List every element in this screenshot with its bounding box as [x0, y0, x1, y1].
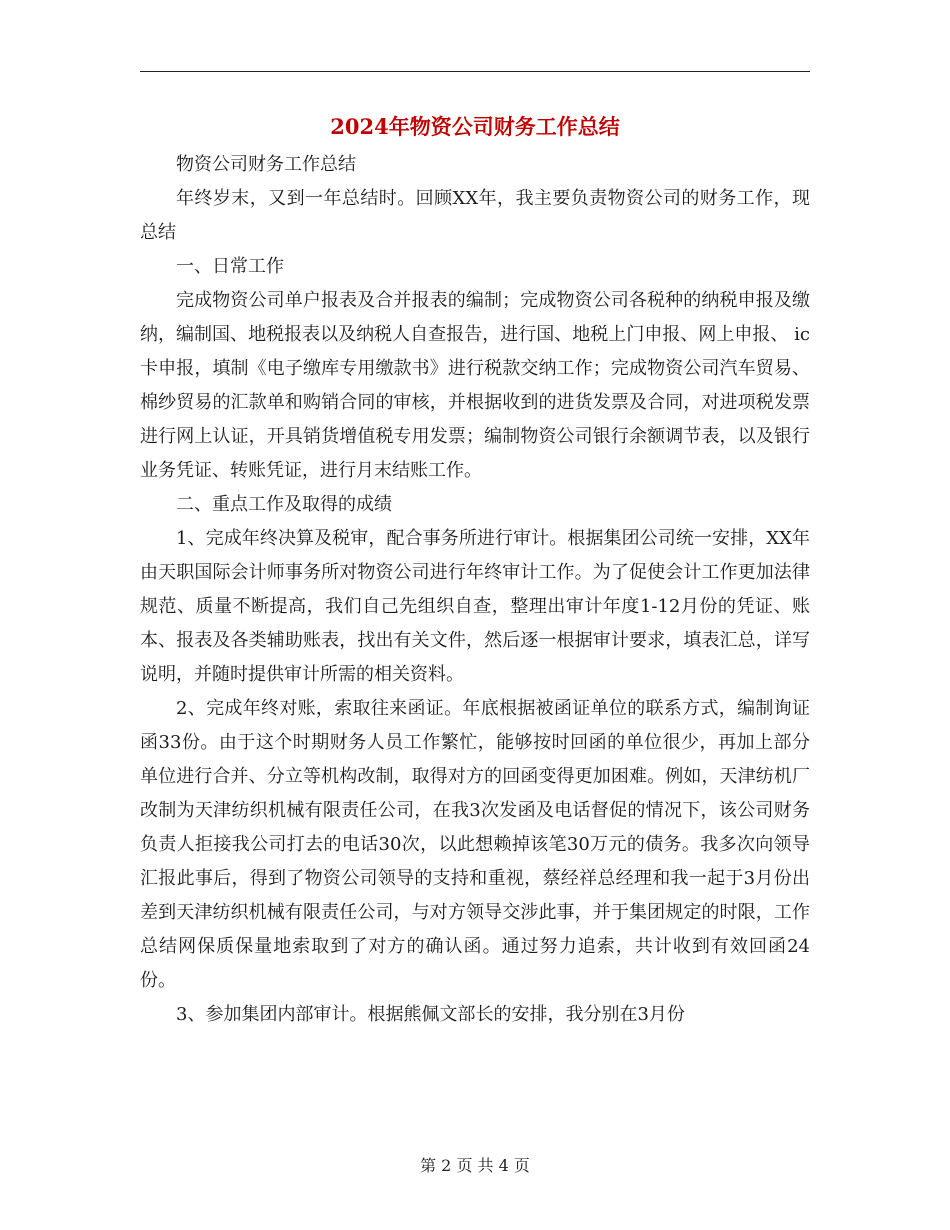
- section-heading-key-work: 二、重点工作及取得的成绩: [176, 494, 392, 515]
- key-work-item-2: 2、完成年终对账，索取往来函证。年底根据被函证单位的联系方式，编制询证函33份。由于这个时期财务人员工作繁忙，能够按时回函的单位很少，再加上部分单位进行合并、分立等机构改制，取得对方的回函变得更加困难。例如，天津纺机厂改制为天津纺织机械有限责任公司，在我3次发函及电话督促的情况下，该公司财务负责人拒接我公司打去的电话30次，以此想赖掉该笔30万元的债务。我多次向领导汇报此事后，得到了物资公司领导的支持和重视，蔡经祥总经理和我一起于3月份出差到天津纺织机械有限责任公司，与对方领导交涉此事，并于集团规定的时限，工作总结网保质保量地索取到了对方的确认函。通过努力追索，共计收到有效回函24份。: [140, 698, 810, 991]
- subtitle-paragraph: 物资公司财务工作总结: [176, 154, 356, 175]
- header-rule: [140, 71, 810, 72]
- key-work-item-3: 3、参加集团内部审计。根据熊佩文部长的安排，我分别在3月份: [176, 1004, 685, 1025]
- document-body: [140, 148, 810, 1032]
- section-heading-daily-work: 一、日常工作: [176, 256, 284, 277]
- page-footer: 第 2 页 共 4 页: [420, 1156, 530, 1175]
- document-title: 2024年物资公司财务工作总结: [330, 114, 620, 139]
- key-work-item-1: 1、完成年终决算及税审，配合事务所进行审计。根据集团公司统一安排，XX年由天职国际会计师事务所对物资公司进行年终审计工作。为了促使会计工作更加法律规范、质量不断提高，我们自己先组织自查，整理出审计年度1-12月份的凭证、账本、报表及各类辅助账表，找出有关文件，然后逐一根据审计要求，填表汇总，详写说明，并随时提供审计所需的相关资料。: [140, 528, 810, 685]
- intro-paragraph: 年终岁末，又到一年总结时。回顾XX年，我主要负责物资公司的财务工作，现总结: [140, 188, 810, 243]
- daily-work-paragraph: 完成物资公司单户报表及合并报表的编制；完成物资公司各税种的纳税申报及缴纳，编制国、地税报表以及纳税人自查报告，进行国、地税上门申报、网上申报、 ic卡申报，填制《电子缴库专用缴款书》进行税款交纳工作；完成物资公司汽车贸易、棉纱贸易的汇款单和购销合同的审核，并根据收到的进货发票及合同，对进项税发票进行网上认证，开具销货增值税专用发票；编制物资公司银行余额调节表，以及银行业务凭证、转账凭证，进行月末结账工作。: [140, 290, 810, 481]
